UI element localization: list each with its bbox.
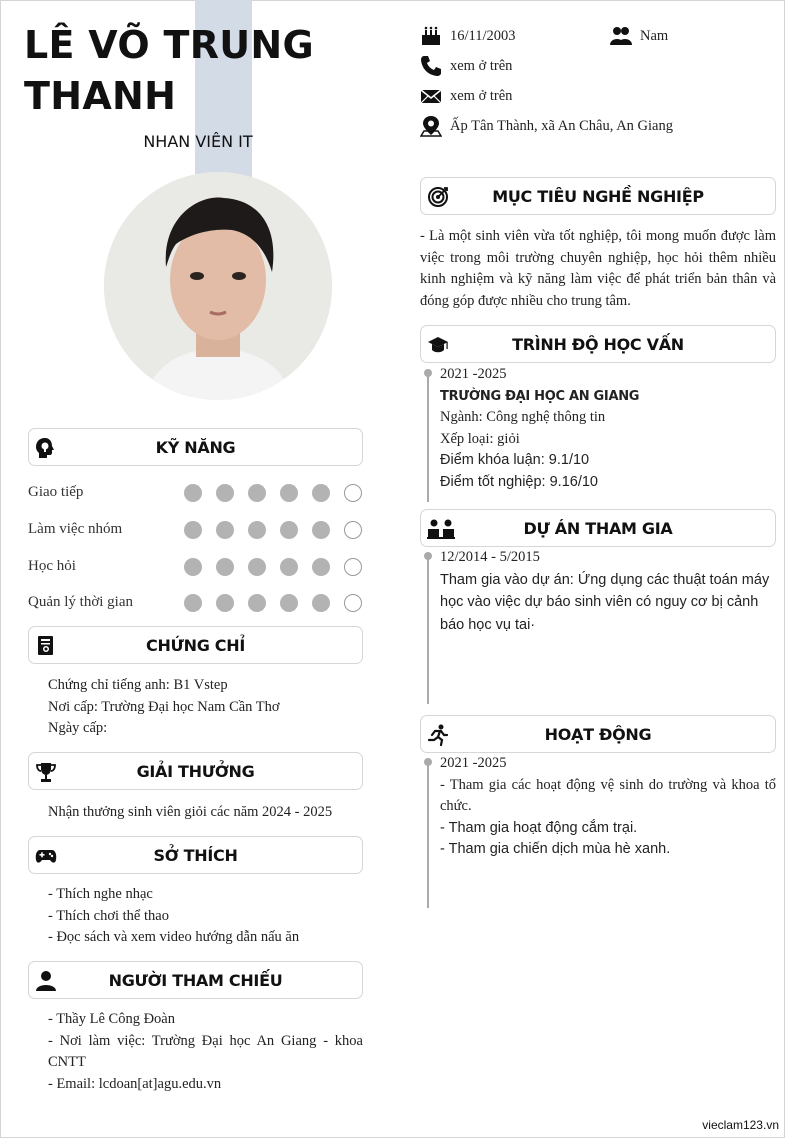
projects-content — [440, 547, 776, 636]
section-awards-header — [28, 752, 363, 790]
references-content — [48, 1009, 363, 1095]
section-activities-title: HOẠT ĐỘNG — [544, 725, 652, 744]
skill-label: Làm việc nhóm — [28, 521, 123, 537]
rating-dot-filled — [184, 594, 202, 612]
section-projects-header — [420, 509, 776, 547]
section-skills-header — [28, 428, 363, 466]
birthday-cake-icon — [420, 25, 442, 47]
skill-label: Học hỏi — [28, 558, 76, 574]
project-description: Tham gia vào dự án: Ứng dụng các thuật toán máy học vào việc dự báo sinh viên có nguy cơ bị cảnh báo học vụ tai· — [440, 571, 770, 633]
rating-dot-filled — [312, 484, 330, 502]
birthday-row — [420, 25, 590, 49]
envelope-icon — [420, 85, 442, 107]
rating-dot-empty — [344, 484, 362, 502]
projects-timeline-dot — [424, 552, 432, 560]
rating-dot-filled — [312, 558, 330, 576]
rating-dot-filled — [248, 521, 266, 539]
rating-dot-empty — [344, 594, 362, 612]
rating-dot-empty — [344, 521, 362, 539]
rating-dot-filled — [312, 594, 330, 612]
portrait-illustration — [104, 172, 332, 400]
rating-dot-filled — [280, 594, 298, 612]
activities-timeline-dot — [424, 758, 432, 766]
skill-label: Giao tiếp — [28, 484, 84, 500]
hobby-item: - Thích nghe nhạc — [48, 886, 153, 902]
rating-dot-filled — [216, 558, 234, 576]
avatar — [104, 172, 332, 400]
education-rank: Xếp loại: giỏi — [440, 430, 520, 447]
activities-timeline-line — [427, 762, 429, 908]
rating-dot-empty — [344, 558, 362, 576]
name-line-1: LÊ VÕ TRUNG — [24, 23, 315, 67]
gender-row — [610, 25, 710, 49]
education-major: Ngành: Công nghệ thông tin — [440, 409, 606, 425]
rating-dot-filled — [216, 594, 234, 612]
map-pin-icon — [420, 115, 442, 137]
activity-item: - Tham gia các hoạt động vệ sinh do trường và khoa tổ chức. — [440, 776, 776, 814]
reference-workplace: - Nơi làm việc: Trường Đại học An Giang - khoa CNTT — [48, 1032, 363, 1070]
project-period: 12/2014 - 5/2015 — [440, 549, 540, 565]
section-references-title: NGƯỜI THAM CHIẾU — [108, 971, 283, 990]
hobby-item: - Đọc sách và xem video hướng dẫn nấu ăn — [48, 929, 300, 945]
job-title: NHAN VIÊN IT — [143, 132, 253, 151]
section-hobbies-header — [28, 836, 363, 874]
hobbies-content — [48, 884, 363, 949]
phone-row — [420, 55, 620, 79]
section-education-title: TRÌNH ĐỘ HỌC VẤN — [512, 335, 684, 354]
rating-dot-filled — [248, 484, 266, 502]
address-text: Ấp Tân Thành, xã An Châu, An Giang — [450, 118, 673, 134]
footer-brand[interactable]: vieclam123.vn — [702, 1118, 779, 1132]
email-row — [420, 85, 620, 109]
skill-row — [28, 556, 364, 578]
education-period: 2021 -2025 — [440, 366, 507, 382]
certificates-content — [48, 675, 363, 740]
rating-dot-filled — [248, 558, 266, 576]
rating-dot-filled — [216, 484, 234, 502]
section-references-header — [28, 961, 363, 999]
activity-item: - Tham gia chiến dịch mùa hè xanh. — [440, 841, 671, 857]
section-activities-header — [420, 715, 776, 753]
phone-icon — [420, 55, 442, 77]
certificate-name: Chứng chỉ tiếng anh: B1 Vstep — [48, 677, 228, 693]
email-text: xem ở trên — [450, 88, 513, 104]
projects-timeline-line — [427, 556, 429, 704]
name-line-2: THANH — [24, 74, 177, 118]
section-objective-header — [420, 177, 776, 215]
section-certificates-header — [28, 626, 363, 664]
rating-dot-filled — [184, 521, 202, 539]
reference-name: - Thầy Lê Công Đoàn — [48, 1011, 175, 1027]
skill-row — [28, 592, 364, 614]
section-certificates-title: CHỨNG CHỈ — [146, 636, 245, 655]
activity-item: - Tham gia hoạt động cắm trại. — [440, 819, 638, 836]
activities-content — [440, 753, 776, 861]
hobby-item: - Thích chơi thể thao — [48, 907, 169, 924]
gender-text: Nam — [640, 28, 669, 44]
certificate-date: Ngày cấp: — [48, 720, 108, 736]
skill-label: Quản lý thời gian — [28, 594, 133, 610]
rating-dot-filled — [280, 484, 298, 502]
rating-dot-filled — [312, 521, 330, 539]
phone-text: xem ở trên — [450, 58, 513, 74]
rating-dot-filled — [216, 521, 234, 539]
rating-dot-filled — [184, 484, 202, 502]
section-skills-title: KỸ NĂNG — [155, 438, 236, 457]
rating-dot-filled — [280, 558, 298, 576]
awards-content — [48, 802, 363, 824]
skill-row — [28, 482, 364, 504]
rating-dot-filled — [280, 521, 298, 539]
rating-dot-filled — [248, 594, 266, 612]
education-school: TRƯỜNG ĐẠI HỌC AN GIANG — [440, 388, 640, 404]
education-graduation-score: Điểm tốt nghiệp: 9.16/10 — [440, 473, 598, 490]
section-education-header — [420, 325, 776, 363]
reference-email: - Email: lcdoan[at]agu.edu.vn — [48, 1075, 222, 1092]
objective-text: - Là một sinh viên vừa tốt nghiệp, tôi mong muốn được làm việc trong môi trường chuyên nghiệp, học hỏi thêm nhiều kinh nghiệm và kỹ năng làm việc để phát triển bản thân và đóng góp được nhiều cho trung tâm. — [420, 228, 776, 309]
award-item: Nhận thưởng sinh viên giỏi các năm 2024 - 2025 — [48, 804, 333, 820]
education-thesis-score: Điểm khóa luận: 9.1/10 — [440, 452, 590, 468]
skill-row — [28, 519, 364, 541]
education-timeline-dot — [424, 369, 432, 377]
birthday-text: 16/11/2003 — [450, 28, 516, 44]
section-projects-title: DỰ ÁN THAM GIA — [523, 519, 673, 538]
address-row — [420, 115, 750, 139]
candidate-name — [24, 20, 354, 122]
activities-period: 2021 -2025 — [440, 755, 507, 771]
education-content — [440, 364, 776, 493]
users-icon — [610, 25, 632, 47]
education-timeline-line — [427, 372, 429, 502]
rating-dot-filled — [184, 558, 202, 576]
section-awards-title: GIẢI THƯỞNG — [136, 762, 255, 781]
certificate-issuer: Nơi cấp: Trường Đại học Nam Cần Thơ — [48, 698, 280, 715]
section-objective-title: MỤC TIÊU NGHỀ NGHIỆP — [492, 187, 704, 206]
section-hobbies-title: SỞ THÍCH — [153, 846, 238, 865]
